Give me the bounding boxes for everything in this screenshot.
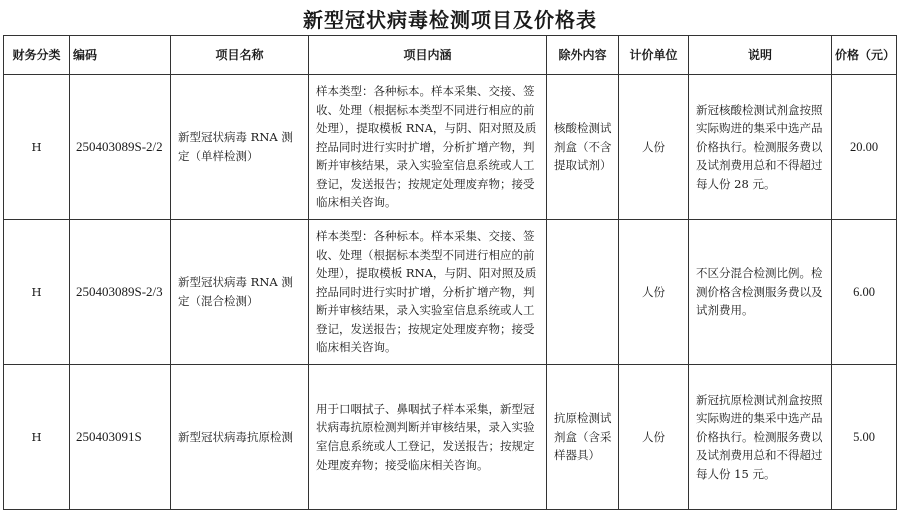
row-category: H xyxy=(4,75,70,220)
row-content: 样本类型：各种标本。样本采集、交接、签收、处理（根据标本类型不同进行相应的前处理），提取模板 RNA，与阴、阳对照及质控品同时进行实时扩增，分析扩增产物，判断并审核结果，录入实验室信息系统或人工登记，发送报告；按规定处理废弃物；接受临床相关咨询。 xyxy=(309,75,547,220)
row-note: 不区分混合检测比例。检测价格含检测服务费以及试剂费用。 xyxy=(689,220,832,365)
table-row xyxy=(4,75,897,220)
row-excluded: 核酸检测试剂盒（不含提取试剂） xyxy=(547,75,619,220)
row-code: 250403089S-2/3 xyxy=(70,220,171,365)
row-note: 新冠核酸检测试剂盒按照实际购进的集采中选产品价格执行。检测服务费以及试剂费用总和不得超过每人份 28 元。 xyxy=(689,75,832,220)
row-content: 样本类型：各种标本。样本采集、交接、签收、处理（根据标本类型不同进行相应的前处理），提取模板 RNA，与阴、阳对照及质控品同时进行实时扩增，分析扩增产物，判断并审核结果，录入实验室信息系统或人工登记，发送报告；按规定处理废弃物；接受临床相关咨询。 xyxy=(309,220,547,365)
header-category: 财务分类 xyxy=(4,36,70,75)
row-price: 20.00 xyxy=(832,75,897,220)
row-content: 用于口咽拭子、鼻咽拭子样本采集，新型冠状病毒抗原检测判断并审核结果，录入实验室信息系统或人工登记，发送报告；按规定处理废弃物；接受临床相关咨询。 xyxy=(309,365,547,510)
row-note: 新冠抗原检测试剂盒按照实际购进的集采中选产品价格执行。检测服务费以及试剂费用总和不得超过每人份 15 元。 xyxy=(689,365,832,510)
table-row xyxy=(4,220,897,365)
row-name: 新型冠状病毒 RNA 测定（混合检测） xyxy=(171,220,309,365)
row-excluded: 抗原检测试剂盒（含采样器具） xyxy=(547,365,619,510)
row-unit: 人份 xyxy=(619,220,689,365)
header-note: 说明 xyxy=(689,36,832,75)
table-row xyxy=(4,365,897,510)
row-price: 6.00 xyxy=(832,220,897,365)
header-excluded: 除外内容 xyxy=(547,36,619,75)
row-category: H xyxy=(4,365,70,510)
row-code: 250403091S xyxy=(70,365,171,510)
row-unit: 人份 xyxy=(619,365,689,510)
row-unit: 人份 xyxy=(619,75,689,220)
row-code: 250403089S-2/2 xyxy=(70,75,171,220)
header-price: 价格（元） xyxy=(832,36,897,75)
row-name: 新型冠状病毒 RNA 测定（单样检测） xyxy=(171,75,309,220)
price-table xyxy=(3,35,897,510)
header-row xyxy=(4,36,897,75)
header-content: 项目内涵 xyxy=(309,36,547,75)
row-category: H xyxy=(4,220,70,365)
row-name: 新型冠状病毒抗原检测 xyxy=(171,365,309,510)
header-code: 编码 xyxy=(70,36,171,75)
row-price: 5.00 xyxy=(832,365,897,510)
header-name: 项目名称 xyxy=(171,36,309,75)
page-title: 新型冠状病毒检测项目及价格表 xyxy=(303,8,597,32)
header-unit: 计价单位 xyxy=(619,36,689,75)
row-excluded xyxy=(547,220,619,365)
